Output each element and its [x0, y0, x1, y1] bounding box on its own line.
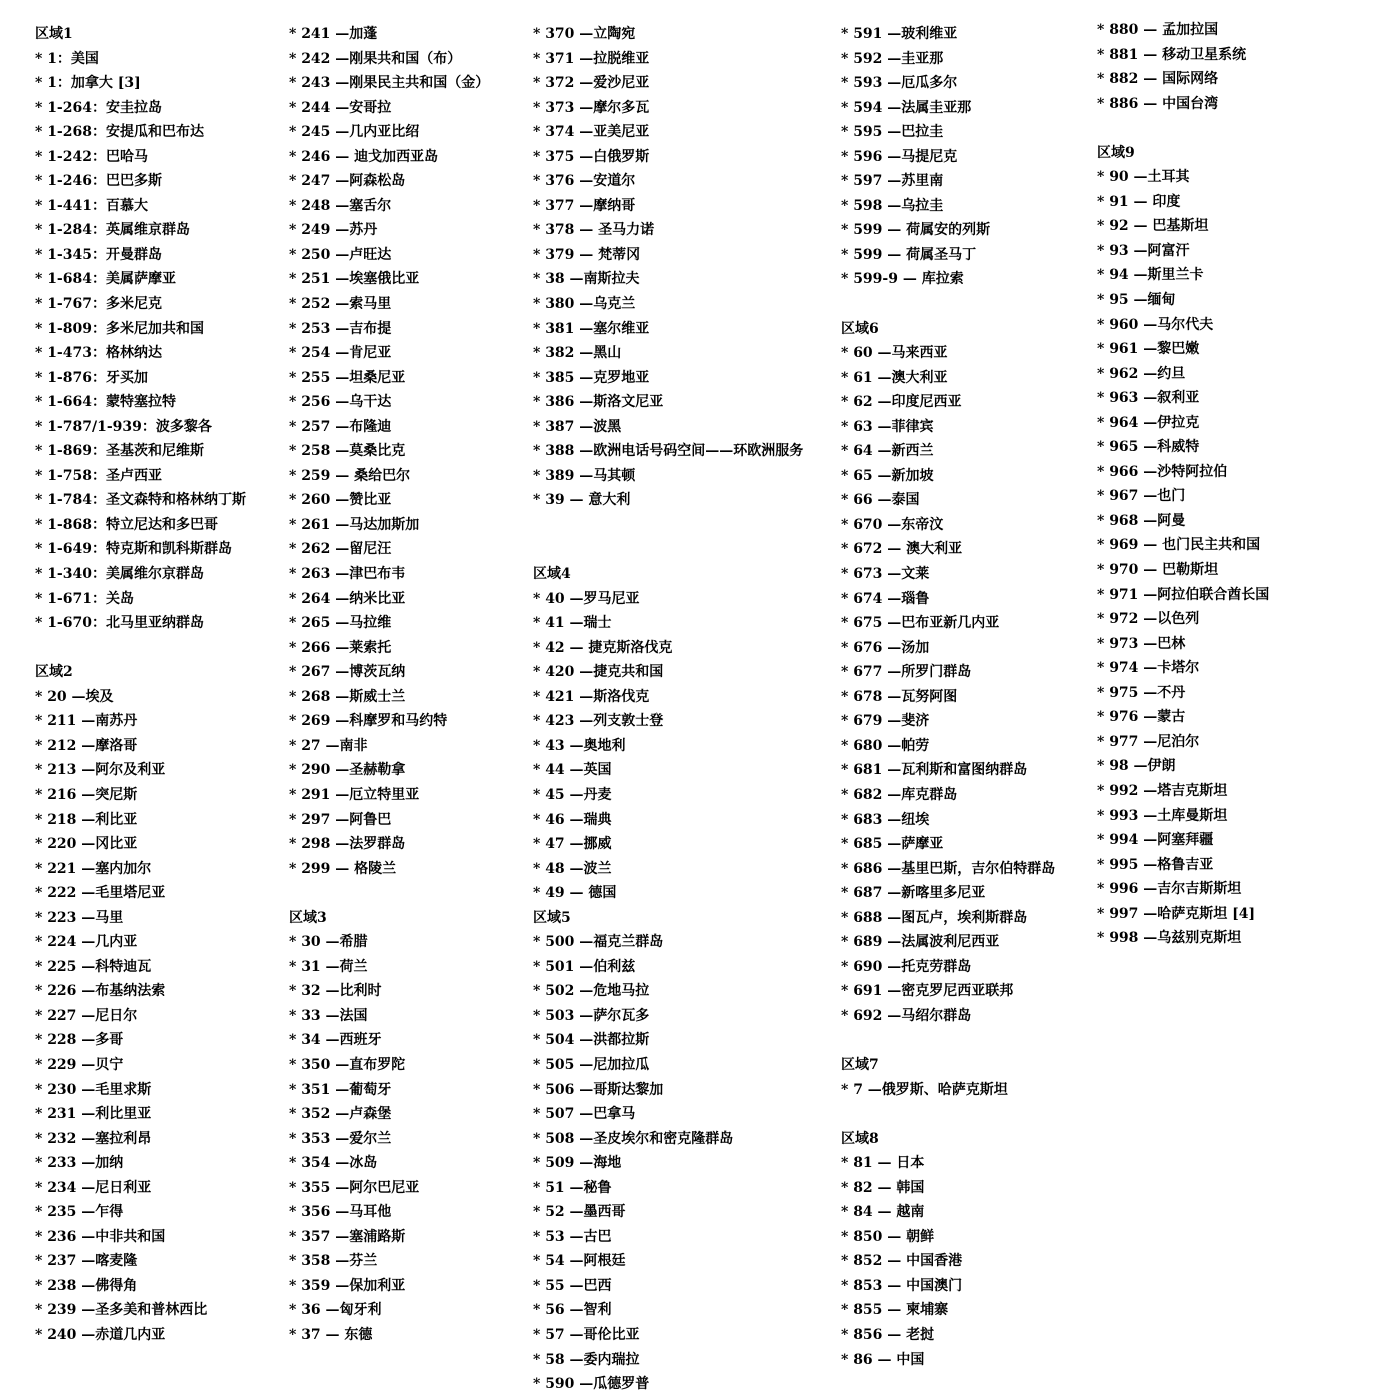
code-entry: * 972 —以色列 — [1097, 611, 1200, 628]
code-entry: * 354 —冰岛 — [289, 1155, 378, 1172]
code-entry: * 261 —马达加斯加 — [289, 516, 420, 533]
code-entry: * 976 —蒙古 — [1097, 709, 1186, 726]
code-entry: * 86 — 中国 — [841, 1351, 925, 1368]
code-entry: * 46 —瑞典 — [533, 811, 612, 828]
code-entry: * 960 —马尔代夫 — [1097, 316, 1214, 333]
code-entry: * 231 —利比里亚 — [35, 1106, 152, 1123]
code-entry: * 676 —汤加 — [841, 639, 930, 656]
code-entry: * 53 —古巴 — [533, 1228, 612, 1245]
code-entry: * 970 — 巴勒斯坦 — [1097, 562, 1219, 579]
code-entry: * 39 — 意大利 — [533, 492, 631, 509]
code-entry: * 236 —中非共和国 — [35, 1228, 166, 1245]
code-entry: * 686 —基里巴斯，吉尔伯特群岛 — [841, 860, 1056, 877]
region-heading: 区域7 — [841, 1056, 879, 1073]
code-entry: * 673 —文莱 — [841, 566, 930, 583]
code-entry: * 290 —圣赫勒拿 — [289, 762, 406, 779]
code-entry: * 244 —安哥拉 — [289, 99, 392, 116]
code-entry: * 237 —喀麦隆 — [35, 1253, 138, 1270]
code-entry: * 1-671：关岛 — [35, 590, 134, 607]
code-entry: * 37 — 东德 — [289, 1326, 373, 1343]
code-entry: * 856 — 老挝 — [841, 1326, 935, 1343]
code-entry: * 852 — 中国香港 — [841, 1253, 963, 1270]
code-entry: * 27 —南非 — [289, 737, 368, 754]
code-entry: * 20 —埃及 — [35, 688, 114, 705]
code-entry: * 253 —吉布提 — [289, 320, 392, 337]
code-entry: * 235 —乍得 — [35, 1204, 124, 1221]
spacer — [533, 513, 803, 538]
code-entry: * 60 —马来西亚 — [841, 345, 948, 362]
code-entry: * 375 —白俄罗斯 — [533, 148, 650, 165]
code-entry: * 679 —斐济 — [841, 713, 930, 730]
code-entry: * 259 — 桑给巴尔 — [289, 467, 411, 484]
code-entry: * 251 —埃塞俄比亚 — [289, 271, 420, 288]
code-entry: * 597 —苏里南 — [841, 173, 944, 190]
code-entry: * 232 —塞拉利昂 — [35, 1130, 152, 1147]
code-entry: * 1-664：蒙特塞拉特 — [35, 394, 176, 411]
code-entry: * 385 —克罗地亚 — [533, 369, 650, 386]
spacer — [35, 636, 246, 661]
code-entry: * 249 —苏丹 — [289, 222, 378, 239]
region-heading: 区域8 — [841, 1130, 879, 1147]
code-entry: * 242 —刚果共和国（布） — [289, 50, 462, 67]
column-2 — [289, 22, 489, 1348]
code-entry: * 881 — 移动卫星系统 — [1097, 46, 1247, 63]
column-4 — [841, 22, 1055, 1372]
code-entry: * 356 —马耳他 — [289, 1204, 392, 1221]
code-entry: * 880 — 孟加拉国 — [1097, 22, 1219, 38]
code-entry: * 1-670：北马里亚纳群岛 — [35, 615, 204, 632]
code-entry: * 504 —洪都拉斯 — [533, 1032, 650, 1049]
code-entry: * 54 —阿根廷 — [533, 1253, 626, 1270]
column-5 — [1097, 18, 1269, 951]
code-entry: * 685 —萨摩亚 — [841, 836, 944, 853]
code-entry: * 31 —荷兰 — [289, 958, 368, 975]
code-entry: * 1-868：特立尼达和多巴哥 — [35, 516, 218, 533]
region-heading: 区域1 — [35, 26, 73, 42]
code-entry: * 973 —巴林 — [1097, 635, 1186, 652]
code-entry: * 299 — 格陵兰 — [289, 860, 397, 877]
code-entry: * 681 —瓦利斯和富图纳群岛 — [841, 762, 1028, 779]
code-entry: * 505 —尼加拉瓜 — [533, 1056, 650, 1073]
code-entry: * 591 —玻利维亚 — [841, 26, 958, 42]
spacer — [841, 292, 1055, 317]
code-entry: * 692 —马绍尔群岛 — [841, 1007, 972, 1024]
code-entry: * 596 —马提尼克 — [841, 148, 958, 165]
code-entry: * 262 —留尼汪 — [289, 541, 392, 558]
code-entry: * 995 —格鲁吉亚 — [1097, 856, 1214, 873]
code-entry: * 969 — 也门民主共和国 — [1097, 537, 1261, 554]
code-entry: * 508 —圣皮埃尔和密克隆群岛 — [533, 1130, 734, 1147]
code-entry: * 882 — 国际网络 — [1097, 71, 1219, 88]
code-entry: * 677 —所罗门群岛 — [841, 664, 972, 681]
code-entry: * 377 —摩纳哥 — [533, 197, 636, 214]
code-entry: * 254 —肯尼亚 — [289, 345, 392, 362]
column-1 — [35, 22, 246, 1348]
code-entry: * 672 — 澳大利亚 — [841, 541, 963, 558]
code-entry: * 1-345：开曼群岛 — [35, 246, 162, 263]
code-entry: * 506 —哥斯达黎加 — [533, 1081, 664, 1098]
code-entry: * 997 —哈萨克斯坦 [4] — [1097, 905, 1256, 922]
code-entry: * 227 —尼日尔 — [35, 1007, 138, 1024]
code-entry: * 65 —新加坡 — [841, 467, 934, 484]
code-entry: * 420 —捷克共和国 — [533, 664, 664, 681]
code-entry: * 264 —纳米比亚 — [289, 590, 406, 607]
code-entry: * 379 — 梵蒂冈 — [533, 246, 641, 263]
region-heading: 区域3 — [289, 909, 327, 926]
code-entry: * 1-473：格林纳达 — [35, 345, 162, 362]
code-entry: * 350 —直布罗陀 — [289, 1056, 406, 1073]
code-entry: * 598 —乌拉圭 — [841, 197, 944, 214]
code-entry: * 257 —布隆迪 — [289, 418, 392, 435]
code-entry: * 255 —坦桑尼亚 — [289, 369, 406, 386]
code-entry: * 40 —罗马尼亚 — [533, 590, 640, 607]
code-entry: * 1-758：圣卢西亚 — [35, 467, 162, 484]
code-entry: * 968 —阿曼 — [1097, 512, 1186, 529]
code-entry: * 220 —冈比亚 — [35, 836, 138, 853]
code-entry: * 58 —委内瑞拉 — [533, 1351, 640, 1368]
code-entry: * 216 —突尼斯 — [35, 786, 138, 803]
code-entry: * 592 —圭亚那 — [841, 50, 944, 67]
code-entry: * 853 — 中国澳门 — [841, 1277, 963, 1294]
code-entry: * 974 —卡塔尔 — [1097, 660, 1200, 677]
code-entry: * 238 —佛得角 — [35, 1277, 138, 1294]
code-entry: * 353 —爱尔兰 — [289, 1130, 392, 1147]
code-entry: * 387 —波黑 — [533, 418, 622, 435]
code-entry: * 994 —阿塞拜疆 — [1097, 832, 1214, 849]
code-entry: * 230 —毛里求斯 — [35, 1081, 152, 1098]
code-entry: * 267 —博茨瓦纳 — [289, 664, 406, 681]
code-entry: * 33 —法国 — [289, 1007, 368, 1024]
code-entry: * 252 —索马里 — [289, 296, 392, 313]
code-entry: * 599-9 — 库拉索 — [841, 271, 964, 288]
code-entry: * 351 —葡萄牙 — [289, 1081, 392, 1098]
code-entry: * 250 —卢旺达 — [289, 246, 392, 263]
code-entry: * 599 — 荷属安的列斯 — [841, 222, 991, 239]
code-entry: * 225 —科特迪瓦 — [35, 958, 152, 975]
region-heading: 区域5 — [533, 909, 571, 926]
code-entry: * 94 —斯里兰卡 — [1097, 267, 1204, 284]
code-entry: * 90 —土耳其 — [1097, 169, 1190, 186]
code-entry: * 48 —波兰 — [533, 860, 612, 877]
code-entry: * 1-809：多米尼加共和国 — [35, 320, 204, 337]
code-entry: * 1：美国 — [35, 50, 99, 67]
code-entry: * 389 —马其顿 — [533, 467, 636, 484]
code-entry: * 966 —沙特阿拉伯 — [1097, 463, 1228, 480]
code-entry: * 678 —瓦努阿图 — [841, 688, 958, 705]
code-entry: * 32 —比利时 — [289, 983, 382, 1000]
code-entry: * 374 —亚美尼亚 — [533, 124, 650, 141]
code-entry: * 241 —加蓬 — [289, 26, 378, 42]
code-entry: * 98 —伊朗 — [1097, 758, 1176, 775]
code-entry: * 691 —密克罗尼西亚联邦 — [841, 983, 1014, 1000]
code-entry: * 386 —斯洛文尼亚 — [533, 394, 664, 411]
code-entry: * 370 —立陶宛 — [533, 26, 636, 42]
code-entry: * 55 —巴西 — [533, 1277, 612, 1294]
code-entry: * 226 —布基纳法索 — [35, 983, 166, 1000]
code-entry: * 996 —吉尔吉斯斯坦 — [1097, 881, 1242, 898]
spacer — [841, 1028, 1055, 1053]
code-entry: * 1-876：牙买加 — [35, 369, 148, 386]
code-entry: * 886 — 中国台湾 — [1097, 95, 1219, 112]
code-entry: * 1-284：英属维京群岛 — [35, 222, 190, 239]
code-entry: * 381 —塞尔维亚 — [533, 320, 650, 337]
code-entry: * 503 —萨尔瓦多 — [533, 1007, 650, 1024]
code-entry: * 212 —摩洛哥 — [35, 737, 138, 754]
code-entry: * 268 —斯威士兰 — [289, 688, 406, 705]
code-entry: * 687 —新喀里多尼亚 — [841, 885, 986, 902]
code-entry: * 502 —危地马拉 — [533, 983, 650, 1000]
code-entry: * 1-242：巴哈马 — [35, 148, 148, 165]
spacer — [289, 881, 489, 906]
code-entry: * 297 —阿鲁巴 — [289, 811, 392, 828]
code-entry: * 34 —西班牙 — [289, 1032, 382, 1049]
code-entry: * 260 —赞比亚 — [289, 492, 392, 509]
code-entry: * 81 — 日本 — [841, 1155, 925, 1172]
code-entry: * 291 —厄立特里亚 — [289, 786, 420, 803]
code-entry: * 421 —斯洛伐克 — [533, 688, 650, 705]
code-entry: * 62 —印度尼西亚 — [841, 394, 962, 411]
code-entry: * 507 —巴拿马 — [533, 1106, 636, 1123]
code-entry: * 266 —莱索托 — [289, 639, 392, 656]
spacer — [1097, 116, 1269, 141]
code-entry: * 683 —纽埃 — [841, 811, 930, 828]
code-entry: * 1-684：美属萨摩亚 — [35, 271, 176, 288]
code-entry: * 95 —缅甸 — [1097, 292, 1176, 309]
code-entry: * 246 — 迪戈加西亚岛 — [289, 148, 439, 165]
code-entry: * 248 —塞舌尔 — [289, 197, 392, 214]
code-entry: * 221 —塞内加尔 — [35, 860, 152, 877]
code-entry: * 43 —奥地利 — [533, 737, 626, 754]
code-entry: * 975 —不丹 — [1097, 684, 1186, 701]
code-entry: * 298 —法罗群岛 — [289, 836, 406, 853]
code-entry: * 41 —瑞士 — [533, 615, 612, 632]
code-entry: * 590 —瓜德罗普 — [533, 1376, 650, 1393]
code-entry: * 357 —塞浦路斯 — [289, 1228, 406, 1245]
code-entry: * 42 — 捷克斯洛伐克 — [533, 639, 673, 656]
code-entry: * 240 —赤道几内亚 — [35, 1326, 166, 1343]
code-entry: * 263 —津巴布韦 — [289, 566, 406, 583]
code-entry: * 7 —俄罗斯、哈萨克斯坦 — [841, 1081, 1008, 1098]
code-entry: * 998 —乌兹别克斯坦 — [1097, 930, 1242, 947]
code-entry: * 222 —毛里塔尼亚 — [35, 885, 166, 902]
code-entry: * 211 —南苏丹 — [35, 713, 138, 730]
code-entry: * 1：加拿大 [3] — [35, 75, 141, 92]
code-entry: * 1-869：圣基茨和尼维斯 — [35, 443, 204, 460]
code-entry: * 91 — 印度 — [1097, 193, 1181, 210]
code-entry: * 218 —利比亚 — [35, 811, 138, 828]
code-entry: * 688 —图瓦卢，埃利斯群岛 — [841, 909, 1028, 926]
code-entry: * 682 —库克群岛 — [841, 786, 958, 803]
code-entry: * 855 — 柬埔寨 — [841, 1302, 949, 1319]
code-entry: * 265 —马拉维 — [289, 615, 392, 632]
code-entry: * 376 —安道尔 — [533, 173, 636, 190]
code-entry: * 500 —福克兰群岛 — [533, 934, 664, 951]
code-entry: * 49 — 德国 — [533, 885, 617, 902]
code-entry: * 47 —挪威 — [533, 836, 612, 853]
code-entry: * 690 —托克劳群岛 — [841, 958, 972, 975]
code-entry: * 1-268：安提瓜和巴布达 — [35, 124, 204, 141]
region-heading: 区域6 — [841, 320, 879, 337]
code-entry: * 371 —拉脱维亚 — [533, 50, 650, 67]
code-entry: * 423 —列支敦士登 — [533, 713, 664, 730]
code-entry: * 239 —圣多美和普林西比 — [35, 1302, 208, 1319]
code-entry: * 57 —哥伦比亚 — [533, 1326, 640, 1343]
code-entry: * 675 —巴布亚新几内亚 — [841, 615, 1000, 632]
code-entry: * 45 —丹麦 — [533, 786, 612, 803]
code-entry: * 64 —新西兰 — [841, 443, 934, 460]
code-entry: * 501 —伯利兹 — [533, 958, 636, 975]
code-entry: * 961 —黎巴嫩 — [1097, 341, 1200, 358]
code-entry: * 971 —阿拉伯联合酋长国 — [1097, 586, 1270, 603]
code-entry: * 1-246：巴巴多斯 — [35, 173, 162, 190]
code-entry: * 599 — 荷属圣马丁 — [841, 246, 977, 263]
code-entry: * 229 —贝宁 — [35, 1056, 124, 1073]
code-entry: * 269 —科摩罗和马约特 — [289, 713, 448, 730]
code-entry: * 30 —希腊 — [289, 934, 368, 951]
column-3 — [533, 22, 803, 1397]
code-entry: * 228 —多哥 — [35, 1032, 124, 1049]
code-entry: * 51 —秘鲁 — [533, 1179, 612, 1196]
spacer — [841, 1102, 1055, 1127]
code-entry: * 962 —约旦 — [1097, 365, 1186, 382]
code-entry: * 689 —法属波利尼西亚 — [841, 934, 1000, 951]
code-entry: * 243 —刚果民主共和国（金） — [289, 75, 490, 92]
code-entry: * 38 —南斯拉夫 — [533, 271, 640, 288]
code-entry: * 84 — 越南 — [841, 1204, 925, 1221]
code-entry: * 355 —阿尔巴尼亚 — [289, 1179, 420, 1196]
code-entry: * 594 —法属圭亚那 — [841, 99, 972, 116]
code-entry: * 82 — 韩国 — [841, 1179, 925, 1196]
code-entry: * 593 —厄瓜多尔 — [841, 75, 958, 92]
code-entry: * 1-784：圣文森特和格林纳丁斯 — [35, 492, 246, 509]
code-entry: * 234 —尼日利亚 — [35, 1179, 152, 1196]
code-entry: * 1-767：多米尼克 — [35, 296, 162, 313]
code-entry: * 1-649：特克斯和凯科斯群岛 — [35, 541, 232, 558]
code-entry: * 509 —海地 — [533, 1155, 622, 1172]
code-entry: * 1-787/1-939：波多黎各 — [35, 418, 212, 435]
code-entry: * 977 —尼泊尔 — [1097, 733, 1200, 750]
code-entry: * 967 —也门 — [1097, 488, 1186, 505]
code-entry: * 670 —东帝汶 — [841, 516, 944, 533]
code-entry: * 380 —乌克兰 — [533, 296, 636, 313]
code-entry: * 36 —匈牙利 — [289, 1302, 382, 1319]
code-entry: * 358 —芬兰 — [289, 1253, 378, 1270]
code-entry: * 965 —科威特 — [1097, 439, 1200, 456]
code-entry: * 373 —摩尔多瓦 — [533, 99, 650, 116]
code-entry: * 63 —菲律宾 — [841, 418, 934, 435]
code-entry: * 247 —阿森松岛 — [289, 173, 406, 190]
code-entry: * 372 —爱沙尼亚 — [533, 75, 650, 92]
code-entry: * 1-340：美属维尔京群岛 — [35, 566, 204, 583]
code-entry: * 595 —巴拉圭 — [841, 124, 944, 141]
code-entry: * 233 —加纳 — [35, 1155, 124, 1172]
code-entry: * 224 —几内亚 — [35, 934, 138, 951]
code-entry: * 359 —保加利亚 — [289, 1277, 406, 1294]
code-entry: * 52 —墨西哥 — [533, 1204, 626, 1221]
region-heading: 区域9 — [1097, 144, 1135, 161]
region-heading: 区域4 — [533, 566, 571, 583]
region-heading: 区域2 — [35, 664, 73, 681]
code-entry: * 258 —莫桑比克 — [289, 443, 406, 460]
code-entry: * 674 —瑙鲁 — [841, 590, 930, 607]
code-entry: * 223 —马里 — [35, 909, 124, 926]
code-entry: * 213 —阿尔及利亚 — [35, 762, 166, 779]
code-entry: * 352 —卢森堡 — [289, 1106, 392, 1123]
code-entry: * 1-441：百慕大 — [35, 197, 148, 214]
code-entry: * 93 —阿富汗 — [1097, 242, 1190, 259]
code-entry: * 56 —智利 — [533, 1302, 612, 1319]
spacer — [533, 537, 803, 562]
code-entry: * 66 —泰国 — [841, 492, 920, 509]
code-entry: * 680 —帕劳 — [841, 737, 930, 754]
code-entry: * 1-264：安圭拉岛 — [35, 99, 162, 116]
code-entry: * 378 — 圣马力诺 — [533, 222, 655, 239]
code-entry: * 61 —澳大利亚 — [841, 369, 948, 386]
code-entry: * 963 —叙利亚 — [1097, 390, 1200, 407]
code-entry: * 245 —几内亚比绍 — [289, 124, 420, 141]
code-entry: * 92 — 巴基斯坦 — [1097, 218, 1209, 235]
code-entry: * 256 —乌干达 — [289, 394, 392, 411]
code-entry: * 850 — 朝鲜 — [841, 1228, 935, 1245]
code-entry: * 993 —土库曼斯坦 — [1097, 807, 1228, 824]
code-entry: * 388 —欧洲电话号码空间——环欧洲服务 — [533, 443, 804, 460]
code-entry: * 44 —英国 — [533, 762, 612, 779]
code-entry: * 992 —塔吉克斯坦 — [1097, 782, 1228, 799]
code-entry: * 964 —伊拉克 — [1097, 414, 1200, 431]
code-entry: * 382 —黑山 — [533, 345, 622, 362]
